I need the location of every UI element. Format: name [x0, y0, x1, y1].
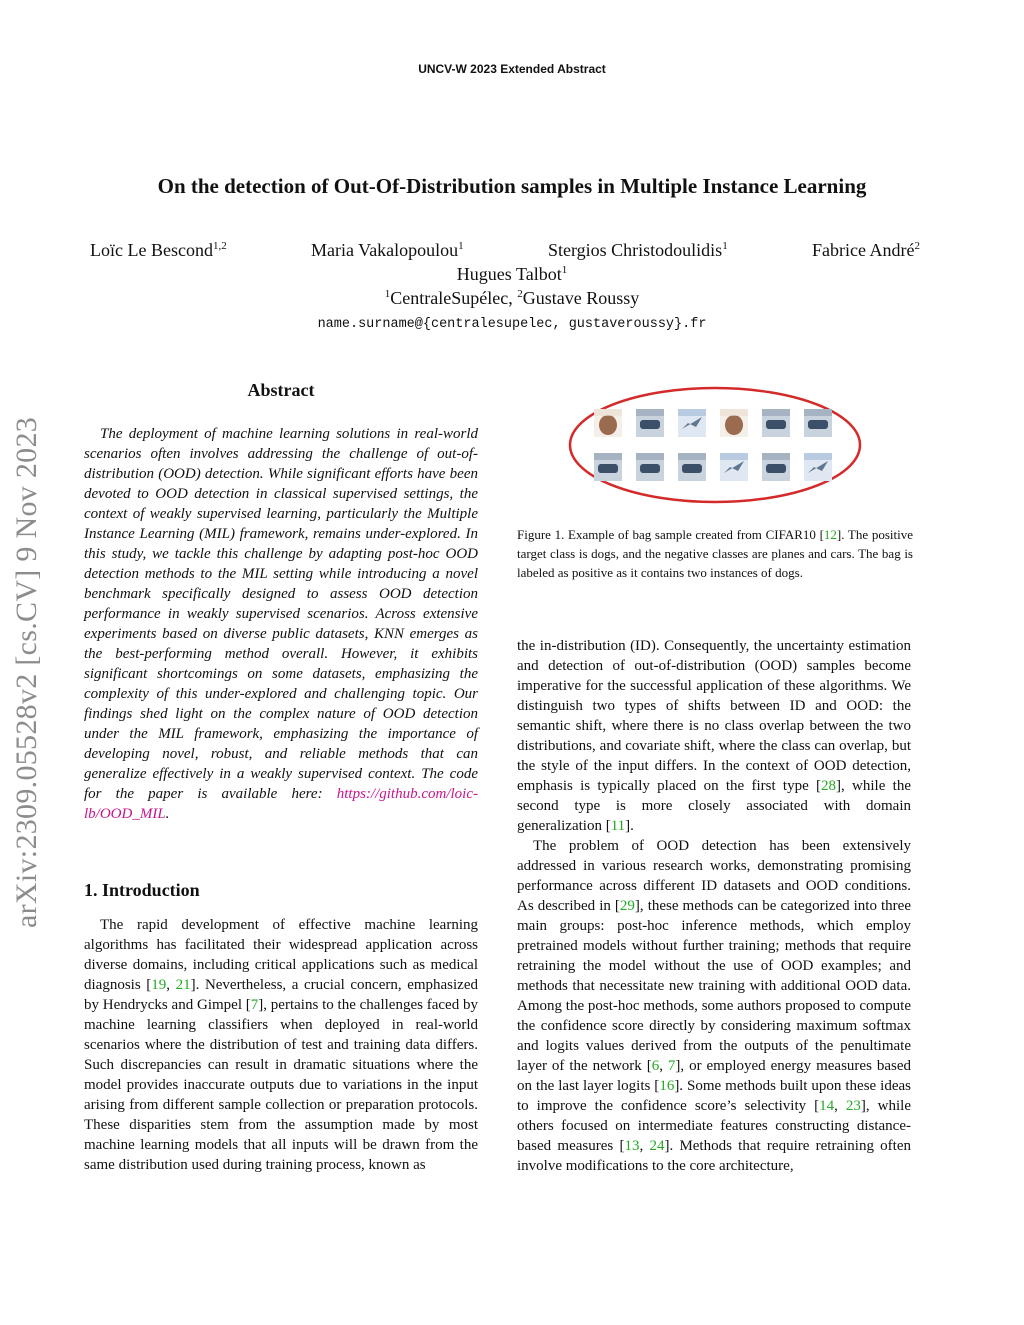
introduction-text: The rapid development of effective machine learning algorithms has facilitated their widespread application across diverse domains, including critical applications such as medical diagnosis [19, 21]. Nevertheless, a crucial concern, emphasized by Hendrycks and Gimpel [7], pertains to the challenges faced by machine learning classifiers when deployed in real-world scenarios where the distribution of test and training data differs. Such discrepancies can result in dramatic situations where the model provides inaccurate outputs due to variations in the input arising from different sample collection or preparation protocols. These disparities stem from the assumption made by most machine learning models that all inputs will be drawn from the same distribution used during training process, known as — [84, 917, 479, 1173]
author-name: Hugues Talbot$^1$ — [456, 264, 568, 284]
car-shape — [640, 464, 660, 473]
thumbnail-grid — [594, 409, 832, 481]
citation-link[interactable]: 14 — [819, 1098, 835, 1114]
citation-link[interactable]: 6 — [651, 1058, 660, 1074]
car-thumbnail-sky — [678, 453, 706, 460]
citation-link[interactable]: 13 — [624, 1138, 640, 1154]
dog-shape — [599, 415, 617, 435]
author-list — [90, 240, 920, 261]
dog-shape — [725, 415, 743, 435]
bag-illustration — [567, 385, 863, 505]
section-heading-introduction: 1. Introduction — [84, 880, 200, 900]
car-shape — [766, 464, 786, 473]
citation-link[interactable]: 21 — [175, 977, 191, 993]
citation-link[interactable]: 7 — [667, 1058, 676, 1074]
car-thumbnail-sky — [636, 409, 664, 416]
paper-title: On the detection of Out-Of-Distribution samples in Multiple Instance Learning — [157, 174, 867, 198]
plane-thumbnail-sky — [804, 453, 832, 460]
car-thumbnail-sky — [804, 409, 832, 416]
citation-link[interactable]: 19 — [151, 977, 167, 993]
dog-thumbnail-sky — [594, 409, 622, 416]
affiliations: $^1$CentraleSupélec, $^2$Gustave Roussy — [384, 288, 640, 308]
figure-caption: Figure 1. Example of bag sample created from CIFAR10 [12]. The positive target class is dogs, and the negative classes are planes and cars. The bag is labeled as positive as it contains two instances of dogs. — [517, 527, 913, 580]
plane-thumbnail-sky — [720, 453, 748, 460]
author-name: Loïc Le Bescond$^{1,2}$ — [90, 240, 227, 260]
car-thumbnail-sky — [762, 409, 790, 416]
abstract-heading: Abstract — [247, 380, 315, 400]
code-link[interactable]: https://github.com/loic-lb/OOD_MIL — [84, 786, 478, 822]
figure-bag-sample — [567, 385, 863, 505]
citation-link[interactable]: 29 — [619, 898, 635, 914]
abstract-text: The deployment of machine learning solutions in real-world scenarios often involves addressing the challenge of out-of-distribution (OOD) detection. While significant efforts have been devoted to OOD detection in classical supervised settings, the context of weakly supervised learning, particularly the Multiple Instance Learning (MIL) framework, remains under-explored. In this study, we tackle this challenge by adapting post-hoc OOD detection methods to the MIL setting while introducing a novel benchmark specifically designed to assess OOD detection performance in weakly supervised scenarios. Across extensive experiments based on diverse public datasets, KNN emerges as the best-performing method overall. However, it exhibits significant shortcomings on some datasets, emphasizing the complexity of this under-explored and challenging topic. Our findings shed light on the complex nature of OOD detection under the MIL framework, emphasizing the importance of developing novel, robust, and reliable methods that can generalize effectively in a weakly supervised context. The code for the paper is available here: https://github.com/loic-lb/OOD_MIL. — [84, 426, 478, 822]
car-shape — [808, 420, 828, 429]
venue-header: UNCV-W 2023 Extended Abstract — [418, 62, 606, 76]
car-shape — [766, 420, 786, 429]
right-column-text: the in-distribution (ID). Consequently, the uncertainty estimation and detection of out-of-distribution (OOD) samples become imperative for the successful application of these algorithms. We distinguish two types of shifts between ID and OOD: the semantic shift, where there is no class overlap between the two distributions, and covariate shift, where the class can overlap, but the style of the input differs. In the context of OOD detection, emphasis is typically placed on the first type [28], while the second type is more closely associated with domain generalization [11]. The problem of OOD detection has been extensively addressed in various research works, demonstrating promising performance across different ID datasets and OOD conditions. As described in [29], these methods can be categorized into three main groups: post-hoc inference methods, which employ pretrained models without further training; methods that require retraining the model without the use of OOD examples; and methods that necessitate new training with additional OOD data. Among the post-hoc methods, some authors proposed to compute the confidence score directly by considering maximum softmax and logits values derived from the outputs of the penultimate layer of the network [6, 7], or employed energy measures based on the last layer logits [16]. Some methods built upon these ideas to improve the confidence score’s selectivity [14, 23], while others focused on intermediate features constructing distance-based measures [13, 24]. Methods that require retraining often involve modifications to the core architecture, — [517, 638, 912, 1174]
car-shape — [682, 464, 702, 473]
plane-thumbnail-sky — [678, 409, 706, 416]
author-name: Maria Vakalopoulou$^1$ — [311, 240, 464, 260]
car-thumbnail-sky — [762, 453, 790, 460]
citation-link[interactable]: 11 — [610, 818, 626, 834]
car-shape — [640, 420, 660, 429]
bag-ellipse — [570, 388, 860, 502]
car-shape — [598, 464, 618, 473]
dog-thumbnail-sky — [720, 409, 748, 416]
citation-link[interactable]: 7 — [250, 997, 259, 1013]
arxiv-identifier: arXiv:2309.05528v2 [cs.CV] 9 Nov 2023 — [10, 416, 43, 928]
citation-link[interactable]: 12 — [823, 527, 837, 542]
citation-link[interactable]: 24 — [649, 1138, 665, 1154]
author-name: Stergios Christodoulidis$^1$ — [547, 240, 728, 260]
author-name: Fabrice André$^2$ — [812, 240, 920, 260]
car-thumbnail-sky — [594, 453, 622, 460]
citation-link[interactable]: 28 — [821, 778, 837, 794]
citation-link[interactable]: 23 — [845, 1098, 861, 1114]
car-thumbnail-sky — [636, 453, 664, 460]
author-emails: name.surname@{centralesupelec, gustaveroussy}.fr — [317, 317, 707, 332]
citation-link[interactable]: 16 — [659, 1078, 675, 1094]
